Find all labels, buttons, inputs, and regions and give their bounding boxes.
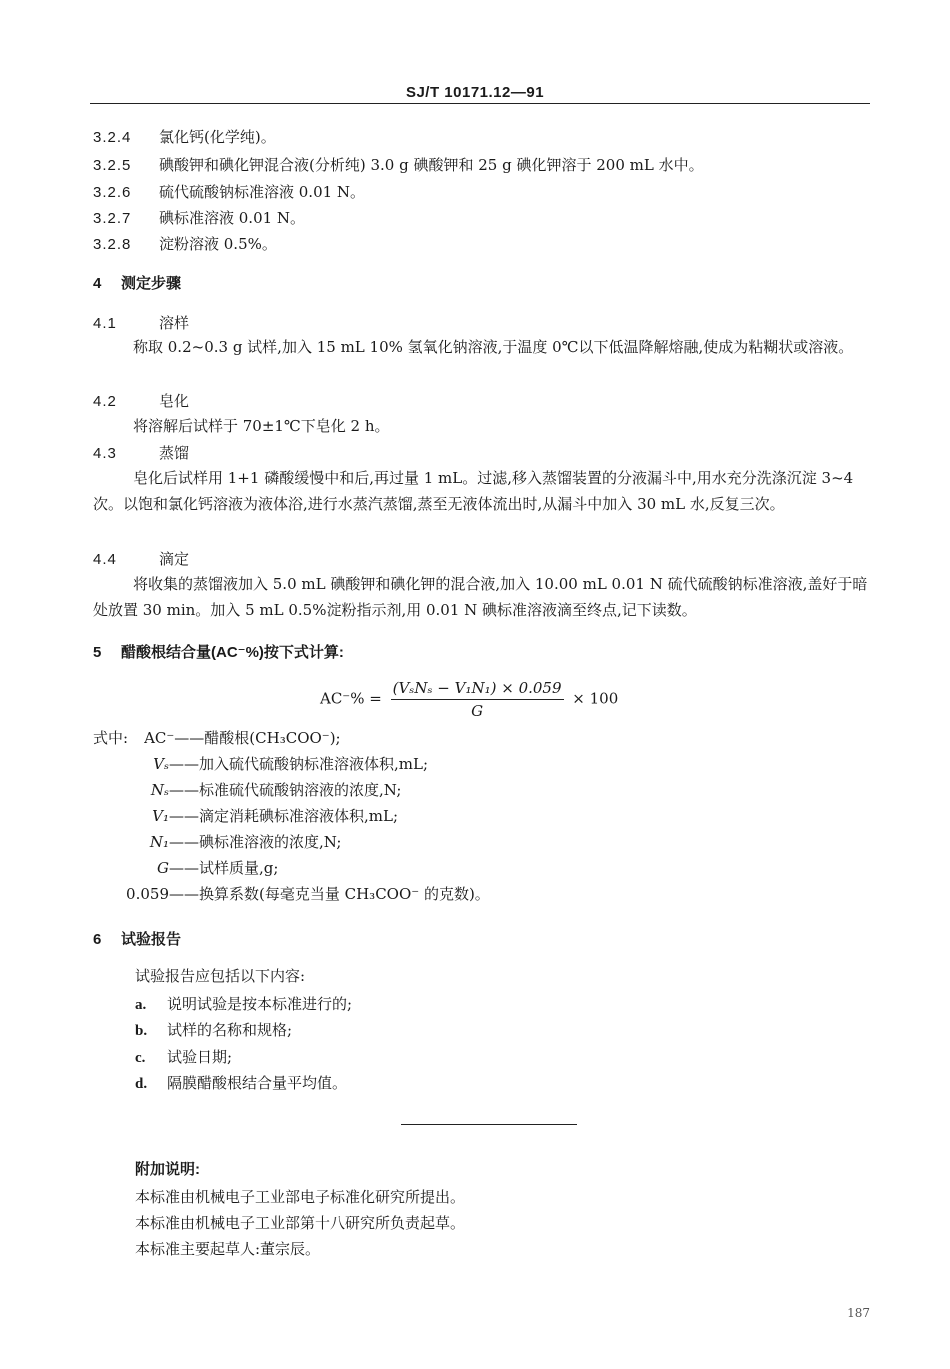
var-desc: ——换算系数(每毫克当量 CH₃COO⁻ 的克数)。	[169, 885, 490, 903]
reagent-item	[93, 127, 276, 148]
list-item: a. 说明试验是按本标准进行的;	[135, 995, 353, 1013]
formula-tail: × 100	[572, 689, 619, 708]
end-divider	[401, 1124, 577, 1125]
clause-text: 氯化钙(化学纯)。	[159, 128, 276, 146]
clause-text: 碘标准溶液 0.01 N。	[159, 209, 306, 227]
formula-fraction	[391, 679, 564, 720]
clause-text: 硫代硫酸钠标准溶液 0.01 N。	[159, 183, 366, 201]
clause-number: 3.2.8	[93, 236, 132, 253]
clause-number: 3.2.4	[93, 129, 132, 146]
paragraph-4-3: 皂化后试样用 1+1 磷酸缓慢中和后,再过量 1 mL。过滤,移入蒸馏装置的分液漏斗中,用水充分洗涤沉淀 3~4 次。以饱和氯化钙溶液为液体浴,进行水蒸汽蒸馏,蒸至无液体流出时,从漏斗中加入 30 mL 水,反复三次。	[93, 469, 854, 513]
subsection-heading-4-1: 4.1 溶样	[93, 314, 190, 332]
paragraph-4-1: 称取 0.2~0.3 g 试样,加入 15 mL 10% 氢氧化钠溶液,于温度 0℃以下低温降解熔融,使成为粘糊状或溶液。	[133, 338, 854, 356]
where-row	[93, 754, 428, 774]
clause-text: 淀粉溶液 0.5%。	[159, 235, 277, 253]
where-row	[93, 780, 401, 800]
reagent-item	[93, 208, 305, 229]
where-row	[93, 806, 398, 826]
var-symbol: N₁	[149, 833, 169, 851]
var-symbol: Vₛ	[153, 755, 169, 773]
var-symbol: Nₛ	[150, 781, 169, 799]
clause-text: 碘酸钾和碘化钾混合液(分析纯) 3.0 g 碘酸钾和 25 g 碘化钾溶于 200 mL 水中。	[159, 156, 704, 174]
where-row	[93, 858, 278, 878]
var-desc: ——加入硫代硫酸钠标准溶液体积,mL;	[169, 755, 429, 773]
paragraph-4-2: 将溶解后试样于 70±1℃下皂化 2 h。	[133, 417, 390, 435]
where-row	[93, 728, 341, 748]
var-symbol: V₁	[152, 807, 169, 825]
subsection-heading-4-2: 4.2 皂化	[93, 392, 190, 410]
section-heading-5: 5 醋酸根结合量(AC⁻%)按下式计算:	[93, 644, 344, 661]
report-intro: 试验报告应包括以下内容:	[135, 967, 306, 985]
reagent-item	[93, 234, 277, 255]
formula-numerator: (VₛNₛ − V₁N₁) × 0.059	[391, 679, 564, 700]
var-symbol: AC⁻	[144, 729, 175, 747]
where-row	[93, 832, 341, 852]
reagent-item	[93, 155, 704, 176]
page-number: 187	[847, 1306, 870, 1320]
var-symbol: G	[157, 859, 169, 877]
var-desc: ——碘标准溶液的浓度,N;	[169, 833, 342, 851]
subsection-heading-4-4: 4.4 滴定	[93, 550, 190, 568]
formula	[320, 679, 618, 720]
formula-lhs: AC⁻% =	[320, 689, 382, 708]
section-heading-6: 6 试验报告	[93, 931, 182, 948]
appendix-line: 本标准由机械电子工业部电子标准化研究所提出。	[135, 1188, 466, 1206]
appendix-line: 本标准主要起草人:董宗辰。	[135, 1240, 321, 1258]
subsection-heading-4-3: 4.3 蒸馏	[93, 444, 190, 462]
clause-number: 3.2.7	[93, 210, 132, 227]
where-label: 式中:	[93, 729, 129, 747]
section-heading-4: 4 测定步骤	[93, 275, 182, 292]
formula-denominator: G	[471, 702, 484, 720]
reagent-item	[93, 182, 365, 203]
clause-number: 3.2.5	[93, 157, 132, 174]
where-row	[93, 884, 490, 904]
list-item: c. 试验日期;	[135, 1048, 233, 1066]
list-item: b. 试样的名称和规格;	[135, 1021, 293, 1039]
list-item: d. 隔膜醋酸根结合量平均值。	[135, 1074, 348, 1092]
clause-number: 3.2.6	[93, 184, 132, 201]
var-desc: ——标准硫代硫酸钠溶液的浓度,N;	[169, 781, 402, 799]
var-desc: ——醋酸根(CH₃COO⁻);	[174, 729, 341, 747]
var-symbol: 0.059	[126, 885, 169, 903]
header-rule	[90, 103, 870, 104]
appendix-title: 附加说明:	[135, 1161, 200, 1178]
var-desc: ——滴定消耗碘标准溶液体积,mL;	[169, 807, 399, 825]
appendix-line: 本标准由机械电子工业部第十八研究所负责起草。	[135, 1214, 466, 1232]
var-desc: ——试样质量,g;	[169, 859, 279, 877]
paragraph-4-4: 将收集的蒸馏液加入 5.0 mL 碘酸钾和碘化钾的混合液,加入 10.00 mL 0.01 N 硫代硫酸钠标准溶液,盖好于暗处放置 30 min。加入 5 mL 0.5%淀粉指示剂,用 0.01 N 碘标准溶液滴至终点,记下读数。	[93, 575, 868, 619]
standard-number-header: SJ/T 10171.12—91	[405, 84, 545, 101]
